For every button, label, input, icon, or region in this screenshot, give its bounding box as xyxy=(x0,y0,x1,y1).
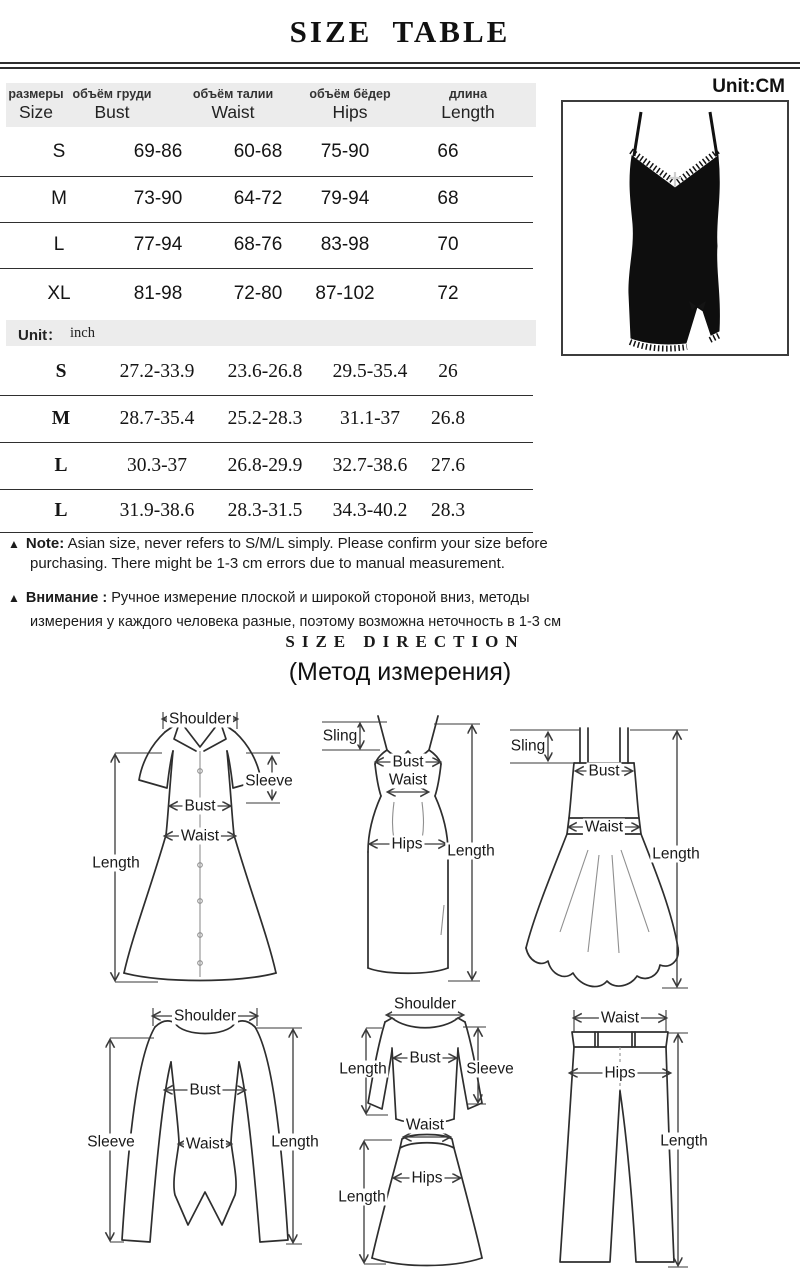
measure-label-bust: Bust xyxy=(409,1049,441,1067)
cell-hips: 83-98 xyxy=(320,234,370,255)
table-row-inch-m xyxy=(0,395,533,443)
header-bust-ru: объём груди xyxy=(72,87,152,101)
cell-length: 70 xyxy=(437,234,459,255)
top-and-skirt-line-art xyxy=(330,990,550,1280)
size-direction-subtitle: (Метод измерения) xyxy=(288,658,512,686)
measure-label-bust: Bust xyxy=(189,1081,221,1099)
measure-label-skirt-length: Length xyxy=(338,1188,386,1206)
header-col-waist xyxy=(193,83,273,127)
header-length-ru: длина xyxy=(448,87,488,101)
unit-inch-prefix: Unit： xyxy=(18,327,63,344)
unit-inch-band xyxy=(6,320,536,346)
diagram-shirt-dress xyxy=(70,705,310,990)
measure-label-bust: Bust xyxy=(588,762,620,780)
header-col-size xyxy=(8,83,63,127)
note-russian xyxy=(8,586,575,634)
measure-label-sleeve: Sleeve xyxy=(466,1060,514,1078)
cell-length: 72 xyxy=(437,283,459,304)
measure-label-sleeve: Sleeve xyxy=(87,1133,135,1151)
table-row-cm-s xyxy=(0,127,533,177)
diagram-slip-long-dress xyxy=(310,700,510,990)
cell-waist: 72-80 xyxy=(233,283,283,304)
cell-size: L xyxy=(54,454,68,476)
cell-length: 26 xyxy=(438,360,458,382)
cell-hips: 31.1-37 xyxy=(339,407,401,429)
header-hips-ru: объём бёдер xyxy=(309,87,391,101)
measure-label-shoulder: Shoulder xyxy=(173,1007,237,1025)
garment xyxy=(122,1021,288,1242)
cell-bust: 27.2-33.9 xyxy=(119,360,195,382)
measure-label-bust: Bust xyxy=(392,753,424,771)
cell-bust: 69-86 xyxy=(133,140,183,162)
cell-bust: 81-98 xyxy=(133,283,183,304)
cell-size: S xyxy=(52,140,66,162)
cell-size: M xyxy=(51,188,67,209)
diagram-top-and-skirt xyxy=(330,990,550,1280)
diagram-strap-flare-dress xyxy=(500,700,740,990)
cell-hips: 32.7-38.6 xyxy=(332,454,408,476)
header-waist-en: Waist xyxy=(211,102,255,122)
cell-waist: 64-72 xyxy=(233,188,283,209)
black-dress-image xyxy=(563,102,787,354)
unit-inch-value: inch xyxy=(70,325,95,341)
measure-label-hips: Hips xyxy=(411,1169,443,1187)
cell-size: XL xyxy=(47,283,71,304)
header-col-length xyxy=(441,83,495,127)
header-size-ru: размеры xyxy=(8,87,64,101)
cell-length: 68 xyxy=(437,188,459,209)
cell-length: 66 xyxy=(437,140,459,162)
header-size-en: Size xyxy=(18,102,54,122)
measure-label-length: Length xyxy=(271,1133,319,1151)
size-direction-title: SIZE DIRECTION xyxy=(285,632,525,651)
header-col-hips xyxy=(309,83,390,127)
note-triangle-icon: ▲ xyxy=(8,537,20,551)
measure-label-sling: Sling xyxy=(510,737,546,755)
note-english xyxy=(8,534,575,573)
note-triangle-icon: ▲ xyxy=(8,591,20,605)
product-photo xyxy=(561,100,789,356)
measure-label-bust: Bust xyxy=(184,797,216,815)
measure-lines xyxy=(115,712,280,982)
measure-label-hips: Hips xyxy=(391,835,423,853)
note-text: Asian size, never refers to S/M/L simply. Please confirm your size before purchasing. There might be 1-3 cm errors due to manual measurement. xyxy=(30,535,548,572)
double-rule xyxy=(0,62,800,69)
cell-length: 27.6 xyxy=(430,454,466,476)
cell-bust: 28.7-35.4 xyxy=(119,407,195,429)
size-table-header xyxy=(6,83,536,127)
cell-size: L xyxy=(54,499,68,521)
measure-label-waist: Waist xyxy=(584,818,624,836)
diagram-bodysuit xyxy=(70,990,340,1280)
cell-hips: 75-90 xyxy=(320,140,370,162)
measure-label-hips: Hips xyxy=(604,1064,636,1082)
measure-label-waist: Waist xyxy=(185,1135,225,1153)
measure-label-length: Length xyxy=(652,845,700,863)
cell-bust: 30.3-37 xyxy=(126,454,188,476)
cell-waist: 28.3-31.5 xyxy=(227,499,303,521)
cell-length: 28.3 xyxy=(430,499,466,521)
cell-bust: 77-94 xyxy=(133,234,183,255)
cell-size: L xyxy=(53,234,65,255)
cell-bust: 73-90 xyxy=(133,188,183,209)
measure-label-waist: Waist xyxy=(600,1009,640,1027)
header-waist-ru: объём талии xyxy=(192,87,274,101)
measure-label-sleeve: Sleeve xyxy=(245,772,293,790)
header-length-en: Length xyxy=(441,102,495,122)
measure-label-length: Length xyxy=(660,1132,708,1150)
table-row-inch-l xyxy=(0,442,533,490)
measure-label-sling: Sling xyxy=(322,727,358,745)
cell-hips: 87-102 xyxy=(315,283,375,304)
garment xyxy=(124,718,276,981)
measure-label-shoulder: Shoulder xyxy=(393,995,457,1013)
cell-size: S xyxy=(55,360,67,382)
header-bust-en: Bust xyxy=(94,102,130,122)
cell-waist: 25.2-28.3 xyxy=(227,407,303,429)
unit-cm-label: Unit:CM xyxy=(712,76,785,97)
note-text: Ручное измерение плоской и широкой стороной вниз, методы измерения у каждого человека разные, поэтому возможна неточность в 1-3 см xyxy=(30,590,562,630)
header-col-bust xyxy=(73,83,152,127)
cell-hips: 29.5-35.4 xyxy=(332,360,408,382)
cell-bust: 31.9-38.6 xyxy=(119,499,195,521)
cell-waist: 68-76 xyxy=(233,234,283,255)
table-row-inch-s xyxy=(0,348,533,396)
measure-label-shoulder: Shoulder xyxy=(168,710,232,728)
table-row-inch-l2 xyxy=(0,489,533,533)
cell-hips: 34.3-40.2 xyxy=(332,499,408,521)
measure-label-waist: Waist xyxy=(388,771,428,789)
diagram-pants xyxy=(550,990,800,1280)
measure-label-length: Length xyxy=(92,854,140,872)
table-row-cm-xl xyxy=(0,268,533,320)
cell-length: 26.8 xyxy=(430,407,466,429)
cell-size: M xyxy=(51,407,71,429)
measure-label-top-length: Length xyxy=(339,1060,387,1078)
cell-waist: 60-68 xyxy=(233,140,283,162)
measure-lines xyxy=(110,1008,302,1244)
measure-label-length: Length xyxy=(447,842,495,860)
note-label: Внимание : xyxy=(25,590,108,606)
cell-waist: 26.8-29.9 xyxy=(227,454,303,476)
page-title: SIZE TABLE xyxy=(289,14,511,49)
table-row-cm-l xyxy=(0,222,533,269)
cell-waist: 23.6-26.8 xyxy=(227,360,303,382)
measure-label-waist: Waist xyxy=(405,1116,445,1134)
measure-label-waist: Waist xyxy=(180,827,220,845)
shirt-dress-line-art xyxy=(70,705,310,990)
table-row-cm-m xyxy=(0,176,533,223)
cell-hips: 79-94 xyxy=(320,188,370,209)
header-hips-en: Hips xyxy=(332,102,368,122)
note-label: Note: xyxy=(25,535,65,552)
